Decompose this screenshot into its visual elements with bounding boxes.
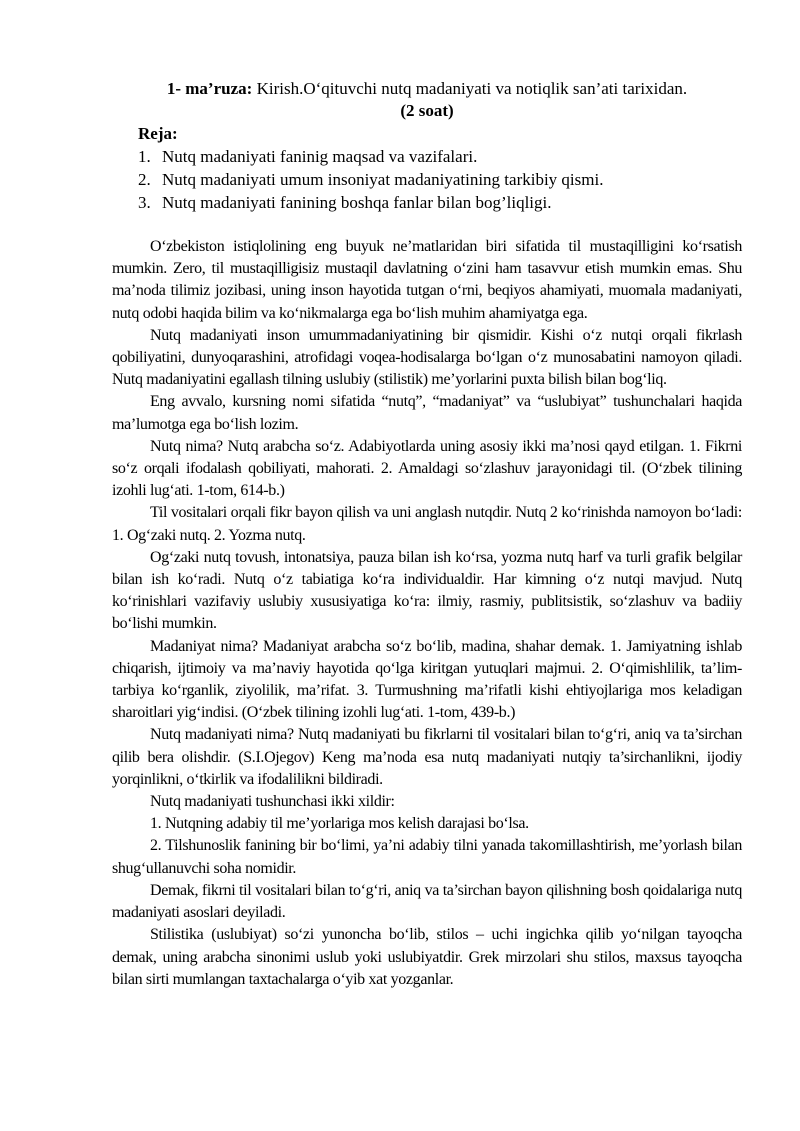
document-page [112,78,742,991]
paragraph: Demak, fikrni til vositalari bilan to‘g‘ri, aniq va ta’sirchan bayon qilishning bosh qoidalariga nutq madaniyati asoslari deyiladi. [112,881,742,922]
plan-item-number: 2. [138,170,151,189]
body-text [112,236,742,991]
plan-item [138,191,742,214]
paragraph: 2. Tilshunoslik fanining bir bo‘limi, ya’ni adabiy tilni yanada takomillashtirish, me’yorlash bilan shug‘ullanuvchi soha nomidir. [112,837,742,877]
lecture-title-text: Kirish.O‘qituvchi nutq madaniyati va notiqlik san’ati tarixidan. [252,79,688,98]
paragraph: Nutq madaniyati tushunchasi ikki xildir: [150,793,395,811]
plan-list [138,145,742,214]
paragraph: Stilistika (uslubiyat) so‘zi yunoncha bo‘lib, stilos – uchi ingichka qilib yo‘nilgan tayoqcha demak, uning arabcha sinonimi uslub yoki uslubiyatdir. Grek mirzolari shu stilos, maxsus tayoqcha bilan sirti mumlangan taxtachalarga o‘yib xat yozganlar. [112,926,742,988]
paragraph: Nutq madaniyati inson umummadaniyatining bir qismidir. Kishi o‘z nutqi orqali fikrlash qobiliyatini, dunyoqarashini, atrofidagi voqea-hodisalarga bo‘lgan o‘z munosabatini namoyon qiladi. Nutq madaniyatini egallash tilning uslubiy (stilistik) me’yorlarini puxta bilish bilan bog‘liq. [112,326,742,389]
paragraph: Madaniyat nima? Madaniyat arabcha so‘z bo‘lib, madina, shahar demak. 1. Jamiyatning ishlab chiqarish, ijtimoiy va ma’naviy hayotida qo‘lga kiritgan yutuqlari majmui. 2. O‘qimishlilik, ta’lim-tarbiya ko‘rganlik, ziyolilik, ma’rifat. 3. Turmushning ma’rifatli kishi ehtiyojlariga mos keladigan sharoitlari yig‘indisi. (O‘zbek tilining izohli lug‘ati. 1-tom, 439-b.) [112,637,742,722]
plan-item-text: Nutq madaniyati umum insoniyat madaniyatining tarkibiy qismi. [162,170,604,189]
lecture-title [112,78,742,100]
plan-item [138,145,742,168]
paragraph: Nutq madaniyati nima? Nutq madaniyati bu fikrlarni til vositalari bilan to‘g‘ri, aniq va ta’sirchan qilib bera olishdir. (S.I.Ojegov) Keng ma’noda esa nutq madaniyati nutqiy ta’sirchanlikni, ijodiy yorqinlikni, o‘tkirlik va ifodalilikni bildiradi. [112,726,742,788]
paragraph: 1. Nutqning adabiy til me’yorlariga mos kelish darajasi bo‘lsa. [150,815,529,833]
lecture-plan [138,122,742,214]
lecture-hours: (2 soat) [400,101,454,120]
plan-item-text: Nutq madaniyati fanining boshqa fanlar bilan bog’liqligi. [162,193,552,212]
paragraph: Eng avvalo, kursning nomi sifatida “nutq”, “madaniyat” va “uslubiyat” tushunchalari haqida ma’lumotga ega bo‘lish lozim. [112,393,742,433]
paragraph: Og‘zaki nutq tovush, intonatsiya, pauza bilan ish ko‘rsa, yozma nutq harf va turli grafik belgilar bilan ish ko‘radi. Nutq o‘z tabiatiga ko‘ra individualdir. Har kimning o‘z nutqi mavjud. Nutq ko‘rinishlari vazifaviy uslubiy xususiyatiga ko‘ra: ilmiy, rasmiy, publitsistik, so‘zlashuv va badiiy bo‘lishi mumkin. [112,548,742,633]
paragraph: Nutq nima? Nutq arabcha so‘z. Adabiyotlarda uning asosiy ikki ma’nosi qayd etilgan. 1. Fikrni so‘z orqali ifodalash qobiliyati, mahorati. 2. Amaldagi so‘zlashuv jarayonidagi til. (O‘zbek tilining izohli lug‘ati. 1-tom, 614-b.) [112,437,742,500]
paragraph: Til vositalari orqali fikr bayon qilish va uni anglash nutqdir. Nutq 2 ko‘rinishda namoyon bo‘ladi: 1. Og‘zaki nutq. 2. Yozma nutq. [112,504,742,544]
plan-item [138,168,742,191]
lecture-label: 1- ma’ruza: [166,79,253,98]
plan-heading: Reja: [138,124,178,143]
plan-item-number: 1. [138,147,151,166]
paragraph: O‘zbekiston istiqlolining eng buyuk ne’matlaridan biri sifatida til mustaqilligini ko‘rsatish mumkin. Zero, til mustaqilligisiz mustaqil davlatning o‘zini ham tasavvur etish mumkin emas. Shu ma’noda tilimiz jozibasi, uning inson hayotida tutgan o‘rni, beqiyos ahamiyati, muomala madaniyati, nutq odobi haqida bilim va ko‘nikmalarga ega bo‘lish muhim ahamiyatga ega. [112,238,742,322]
plan-item-text: Nutq madaniyati faninig maqsad va vazifalari. [162,147,478,166]
plan-item-number: 3. [138,193,151,212]
